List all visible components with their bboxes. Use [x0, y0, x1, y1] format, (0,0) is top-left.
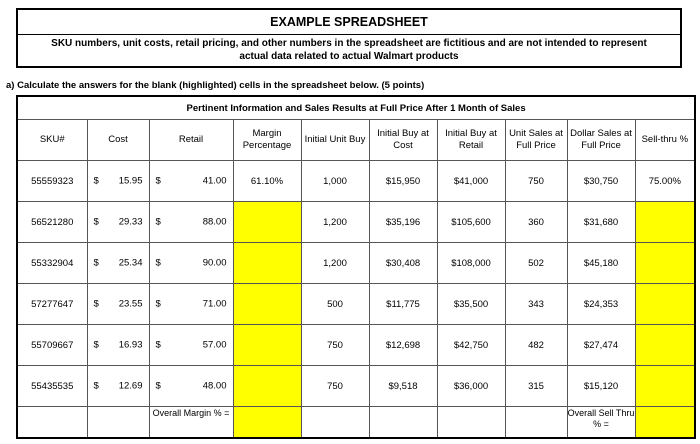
- table-row: [17, 366, 695, 407]
- column-header: Margin Percentage: [233, 120, 301, 161]
- sku-cell[interactable]: 56521280: [17, 202, 87, 243]
- sku-cell[interactable]: 55559323: [17, 161, 87, 202]
- currency-symbol: $: [155, 339, 161, 351]
- cost-cell-value: 12.69: [118, 380, 143, 392]
- table-row: [17, 202, 695, 243]
- retail-cell[interactable]: [149, 202, 233, 243]
- margin-cell[interactable]: [233, 284, 301, 325]
- retail-cell[interactable]: [149, 243, 233, 284]
- dollar-sales-cell[interactable]: $45,180: [567, 243, 635, 284]
- retail-cell-value: 71.00: [202, 298, 227, 310]
- retail-cell[interactable]: [149, 284, 233, 325]
- cost-cell[interactable]: [87, 284, 149, 325]
- unit-buy-cell[interactable]: 500: [301, 284, 369, 325]
- disclaimer: SKU numbers, unit costs, retail pricing, and other numbers in the spreadsheet are fictitious and are not intended to represent actual data related to actual Walmart products: [51, 38, 647, 62]
- sell-thru-cell[interactable]: 75.00%: [635, 161, 695, 202]
- margin-cell[interactable]: [233, 243, 301, 284]
- buy-cost-cell[interactable]: $12,698: [369, 325, 437, 366]
- currency-symbol: $: [93, 298, 99, 310]
- currency-symbol: $: [93, 257, 99, 269]
- sell-thru-cell[interactable]: [635, 325, 695, 366]
- cost-cell[interactable]: [87, 161, 149, 202]
- currency-symbol: $: [155, 380, 161, 392]
- overall-margin-label: Overall Margin % =: [149, 407, 233, 439]
- cost-cell[interactable]: [87, 243, 149, 284]
- retail-cell-value: 41.00: [202, 175, 227, 187]
- totals-row: [17, 407, 695, 439]
- unit-buy-cell[interactable]: 1,200: [301, 243, 369, 284]
- unit-buy-cell[interactable]: 750: [301, 366, 369, 407]
- cost-cell-value: 16.93: [118, 339, 143, 351]
- unit-sales-cell[interactable]: 482: [505, 325, 567, 366]
- buy-retail-cell[interactable]: $105,600: [437, 202, 505, 243]
- margin-cell[interactable]: [233, 325, 301, 366]
- table-caption: Pertinent Information and Sales Results at Full Price After 1 Month of Sales: [17, 96, 695, 120]
- sku-cell[interactable]: 55435535: [17, 366, 87, 407]
- overall-sell-thru-label: Overall Sell Thru % =: [567, 407, 635, 439]
- currency-symbol: $: [93, 380, 99, 392]
- margin-cell[interactable]: [233, 202, 301, 243]
- currency-symbol: $: [93, 216, 99, 228]
- column-header: Initial Unit Buy: [301, 120, 369, 161]
- retail-cell-value: 90.00: [202, 257, 227, 269]
- retail-cell-value: 48.00: [202, 380, 227, 392]
- buy-retail-cell[interactable]: $36,000: [437, 366, 505, 407]
- retail-cell-value: 57.00: [202, 339, 227, 351]
- buy-cost-cell[interactable]: $11,775: [369, 284, 437, 325]
- column-header: Dollar Sales at Full Price: [567, 120, 635, 161]
- currency-symbol: $: [155, 257, 161, 269]
- sell-thru-cell[interactable]: [635, 366, 695, 407]
- margin-cell[interactable]: [233, 366, 301, 407]
- cost-cell-value: 25.34: [118, 257, 143, 269]
- unit-buy-cell[interactable]: 1,200: [301, 202, 369, 243]
- buy-cost-cell[interactable]: $9,518: [369, 366, 437, 407]
- table-row: [17, 243, 695, 284]
- currency-symbol: $: [93, 175, 99, 187]
- column-header: Retail: [149, 120, 233, 161]
- column-header: Unit Sales at Full Price: [505, 120, 567, 161]
- dollar-sales-cell[interactable]: $27,474: [567, 325, 635, 366]
- column-header: Cost: [87, 120, 149, 161]
- cost-cell-value: 29.33: [118, 216, 143, 228]
- unit-sales-cell[interactable]: 315: [505, 366, 567, 407]
- spreadsheet-table: [16, 95, 696, 439]
- empty-cell[interactable]: [369, 407, 437, 439]
- unit-sales-cell[interactable]: 502: [505, 243, 567, 284]
- cost-cell[interactable]: [87, 366, 149, 407]
- column-header: Initial Buy at Retail: [437, 120, 505, 161]
- currency-symbol: $: [155, 175, 161, 187]
- buy-cost-cell[interactable]: $15,950: [369, 161, 437, 202]
- cost-cell-value: 15.95: [118, 175, 143, 187]
- sku-cell[interactable]: 55709667: [17, 325, 87, 366]
- currency-symbol: $: [155, 216, 161, 228]
- table-row: [17, 325, 695, 366]
- page-title: EXAMPLE SPREADSHEET: [18, 10, 680, 35]
- sell-thru-cell[interactable]: [635, 284, 695, 325]
- overall-margin-cell[interactable]: [233, 407, 301, 439]
- buy-retail-cell[interactable]: $42,750: [437, 325, 505, 366]
- column-header: Initial Buy at Cost: [369, 120, 437, 161]
- margin-cell[interactable]: 61.10%: [233, 161, 301, 202]
- dollar-sales-cell[interactable]: $24,353: [567, 284, 635, 325]
- buy-retail-cell[interactable]: $41,000: [437, 161, 505, 202]
- empty-cell[interactable]: [437, 407, 505, 439]
- dollar-sales-cell[interactable]: $15,120: [567, 366, 635, 407]
- column-header: Sell-thru %: [635, 120, 695, 161]
- sell-thru-cell[interactable]: [635, 243, 695, 284]
- unit-buy-cell[interactable]: 1,000: [301, 161, 369, 202]
- unit-sales-cell[interactable]: 750: [505, 161, 567, 202]
- unit-sales-cell[interactable]: 360: [505, 202, 567, 243]
- buy-retail-cell[interactable]: $35,500: [437, 284, 505, 325]
- unit-sales-cell[interactable]: 343: [505, 284, 567, 325]
- dollar-sales-cell[interactable]: $31,680: [567, 202, 635, 243]
- retail-cell[interactable]: [149, 366, 233, 407]
- question-text: a) Calculate the answers for the blank (highlighted) cells in the spreadsheet below. (5 points): [6, 80, 425, 91]
- empty-cell[interactable]: [301, 407, 369, 439]
- currency-symbol: $: [155, 298, 161, 310]
- empty-cell[interactable]: [87, 407, 149, 439]
- header-row: [17, 120, 695, 161]
- empty-cell[interactable]: [17, 407, 87, 439]
- retail-cell-value: 88.00: [202, 216, 227, 228]
- dollar-sales-cell[interactable]: $30,750: [567, 161, 635, 202]
- sku-cell[interactable]: 55332904: [17, 243, 87, 284]
- title-box: [16, 8, 682, 68]
- cost-cell-value: 23.55: [118, 298, 143, 310]
- unit-buy-cell[interactable]: 750: [301, 325, 369, 366]
- retail-cell[interactable]: [149, 325, 233, 366]
- overall-sell-thru-cell[interactable]: [635, 407, 695, 439]
- table-row: [17, 161, 695, 202]
- empty-cell[interactable]: [505, 407, 567, 439]
- column-header: SKU#: [17, 120, 87, 161]
- buy-cost-cell[interactable]: $35,196: [369, 202, 437, 243]
- table-row: [17, 284, 695, 325]
- buy-retail-cell[interactable]: $108,000: [437, 243, 505, 284]
- cost-cell[interactable]: [87, 202, 149, 243]
- sell-thru-cell[interactable]: [635, 202, 695, 243]
- retail-cell[interactable]: [149, 161, 233, 202]
- buy-cost-cell[interactable]: $30,408: [369, 243, 437, 284]
- cost-cell[interactable]: [87, 325, 149, 366]
- currency-symbol: $: [93, 339, 99, 351]
- sku-cell[interactable]: 57277647: [17, 284, 87, 325]
